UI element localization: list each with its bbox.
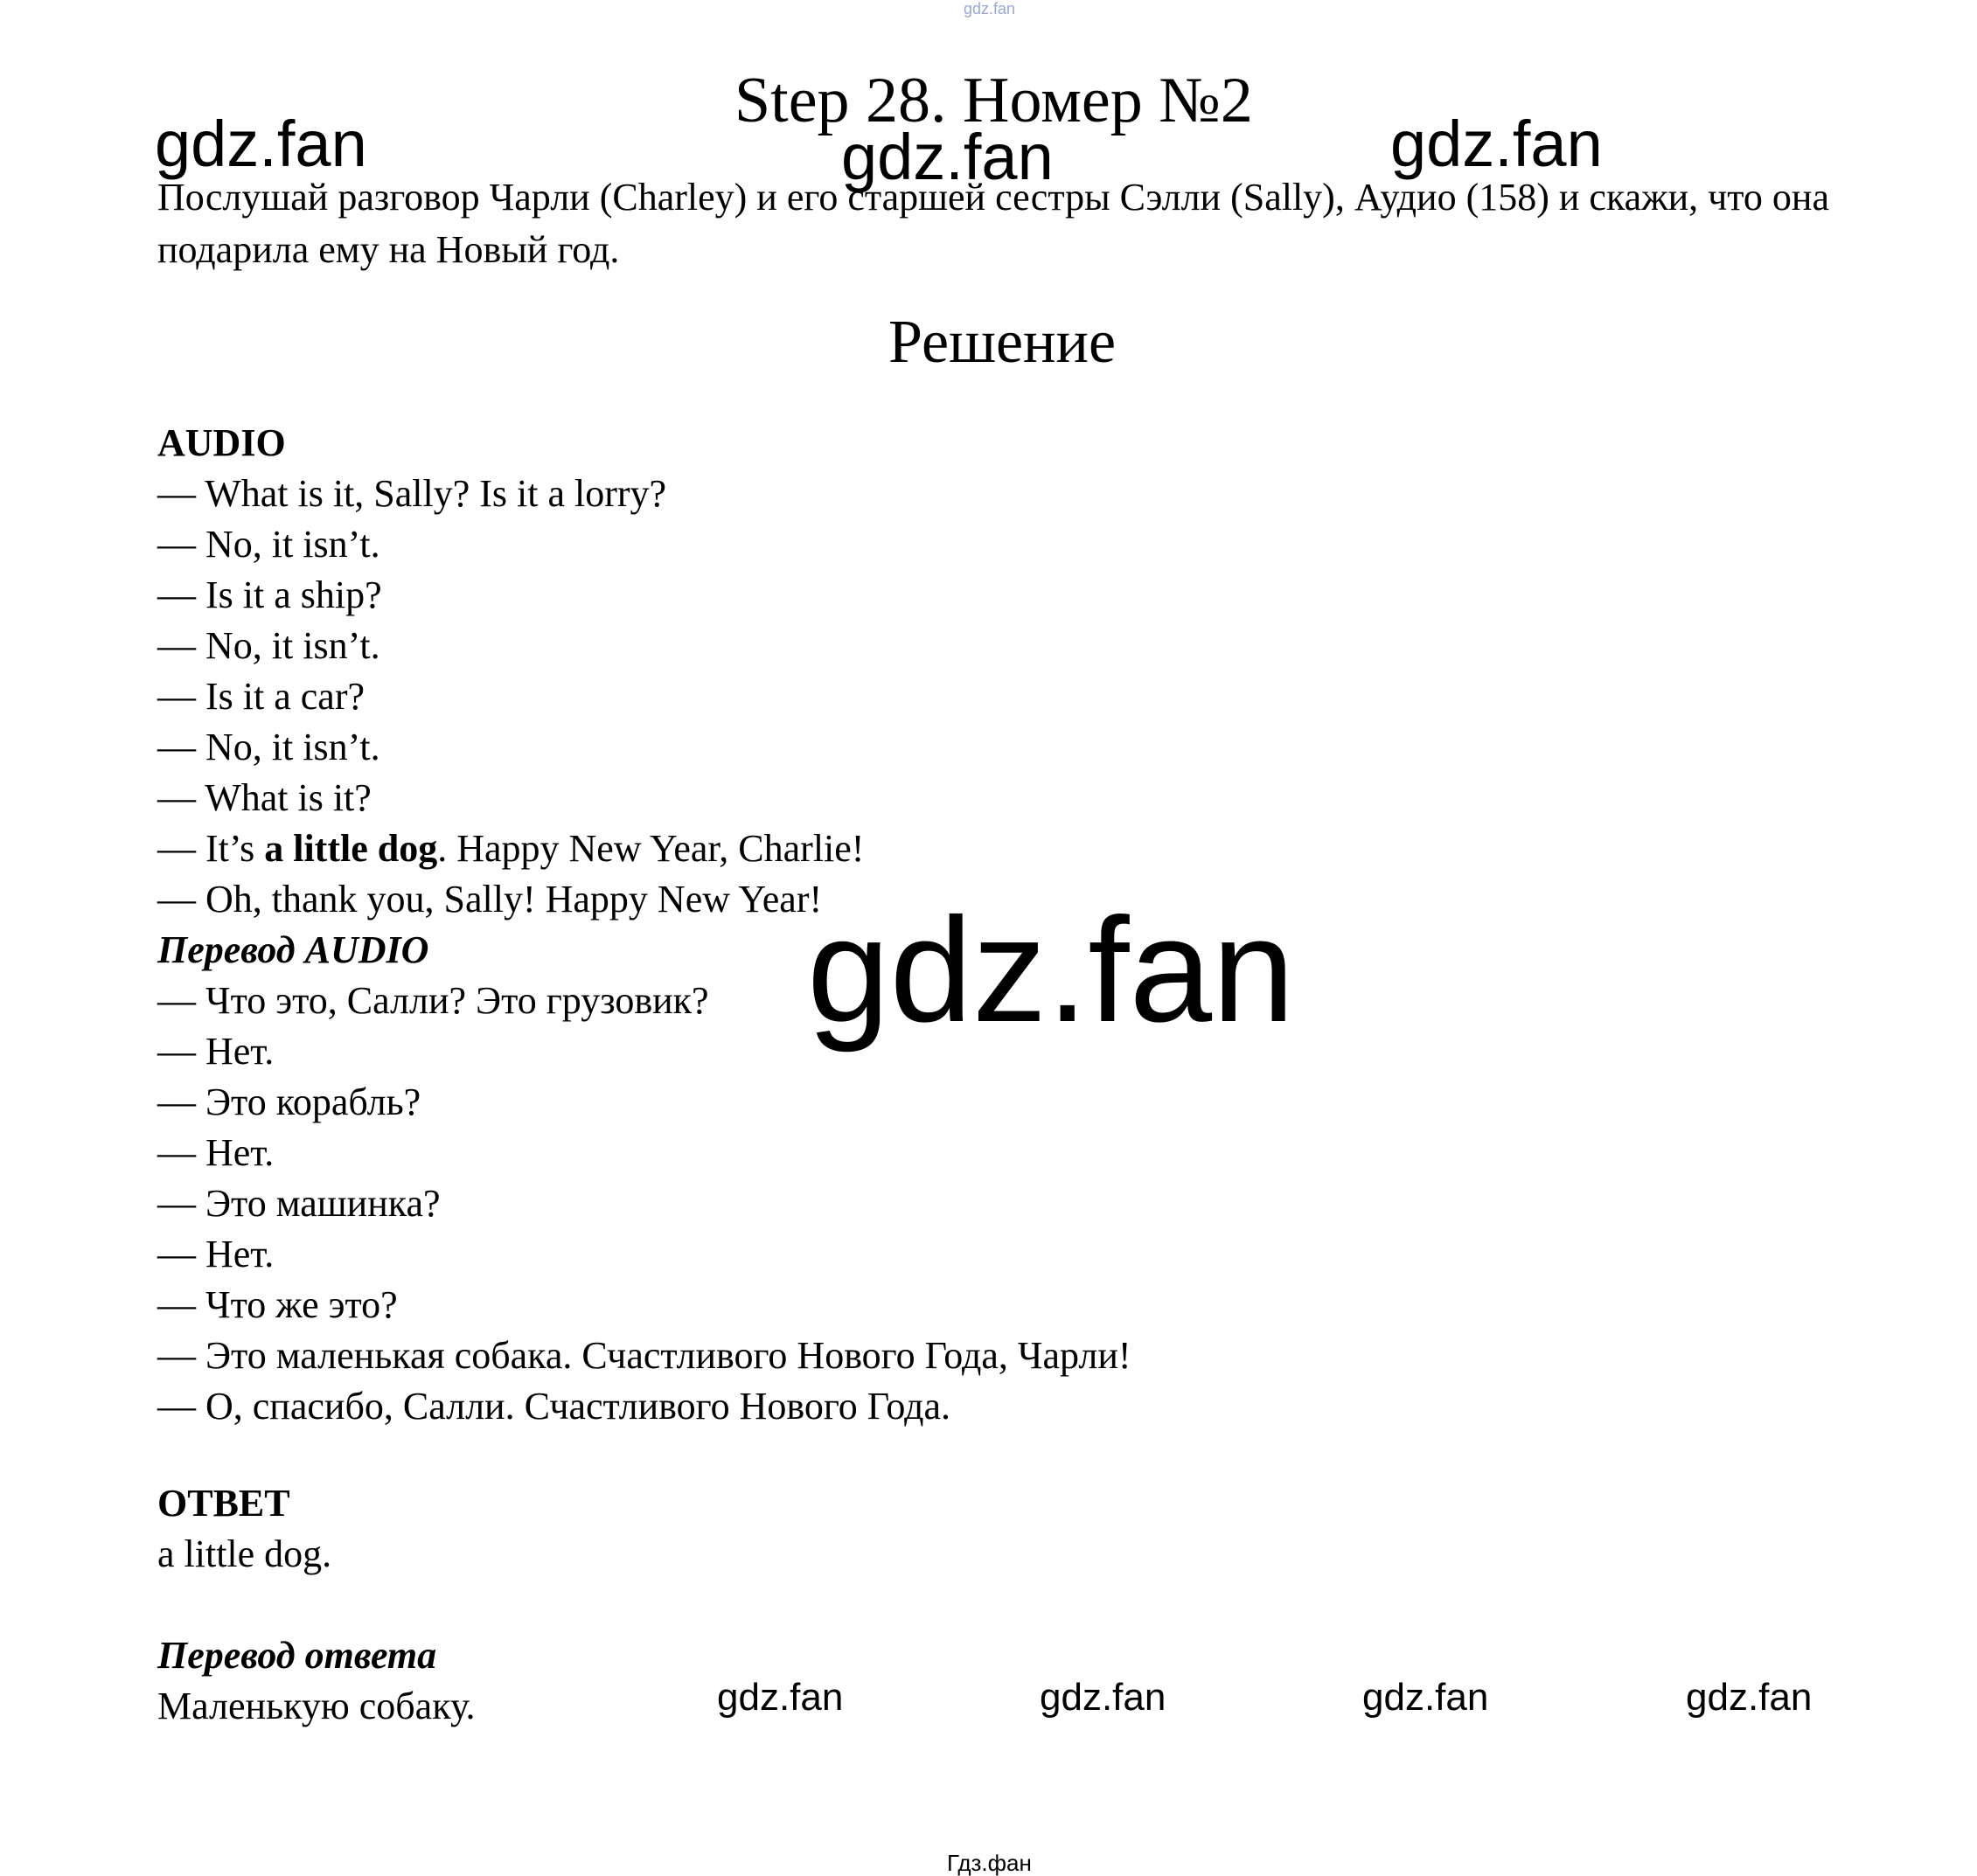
answer-text: a little dog.: [157, 1532, 332, 1575]
audio-line: — What is it, Sally? Is it a lorry?: [157, 472, 667, 515]
page-title: Step 28. Номер №2: [734, 65, 1253, 136]
translation-line: — Нет.: [157, 1131, 275, 1174]
translation-line: — Это корабль?: [157, 1080, 421, 1123]
watermark-top-left: gdz.fan: [155, 108, 367, 180]
footer-mark: Гдз.фан: [947, 1850, 1032, 1876]
watermark-bottom: gdz.fan: [1362, 1676, 1489, 1719]
answer-heading: ОТВЕТ: [157, 1482, 290, 1525]
audio-line: — No, it isn’t.: [157, 624, 380, 667]
translation-line: — Что же это?: [157, 1283, 398, 1326]
audio-line: — Is it a ship?: [157, 573, 382, 616]
answer-translation-text: Маленькую собаку.: [157, 1685, 476, 1727]
audio-line: — No, it isn’t.: [157, 726, 380, 768]
translation-line: — Что это, Салли? Это грузовик?: [157, 979, 709, 1022]
task-text: Послушай разговор Чарли (Charley) и его старшей сестры Сэлли (Sally), Аудио (158) и скажи, что она подарила ему на Новый год.: [157, 176, 1830, 271]
translation-heading: Перевод AUDIO: [157, 928, 429, 971]
audio-line: — What is it?: [157, 776, 372, 819]
top-watermark: gdz.fan: [964, 0, 1016, 17]
audio-line: — Oh, thank you, Sally! Happy New Year!: [157, 878, 823, 921]
watermark-bottom: gdz.fan: [717, 1676, 844, 1719]
audio-line-answer: [157, 823, 864, 874]
audio-line: — Is it a car?: [157, 675, 365, 718]
watermark-bottom: gdz.fan: [1686, 1676, 1813, 1719]
audio-line-prefix: — It’s: [157, 827, 265, 870]
watermark-top-center: gdz.fan: [841, 121, 1054, 193]
answer-translation-heading: Перевод ответа: [157, 1634, 437, 1677]
watermark-bottom: gdz.fan: [1040, 1676, 1166, 1719]
translation-line: — Нет.: [157, 1030, 275, 1073]
translation-line: — Нет.: [157, 1233, 275, 1275]
audio-line: — No, it isn’t.: [157, 523, 380, 566]
translation-line: — Это машинка?: [157, 1182, 441, 1225]
audio-heading: AUDIO: [157, 421, 286, 464]
translation-line: — Это маленькая собака. Счастливого Нового Года, Чарли!: [157, 1334, 1131, 1377]
audio-line-highlight: a little dog: [264, 827, 438, 870]
watermark-center-large: gdz.fan: [807, 887, 1295, 1053]
watermark-top-right: gdz.fan: [1390, 108, 1603, 180]
audio-line-suffix: . Happy New Year, Charlie!: [437, 827, 865, 870]
translation-line: — О, спасибо, Салли. Счастливого Нового Года.: [157, 1385, 951, 1428]
solution-heading: Решение: [888, 309, 1117, 376]
